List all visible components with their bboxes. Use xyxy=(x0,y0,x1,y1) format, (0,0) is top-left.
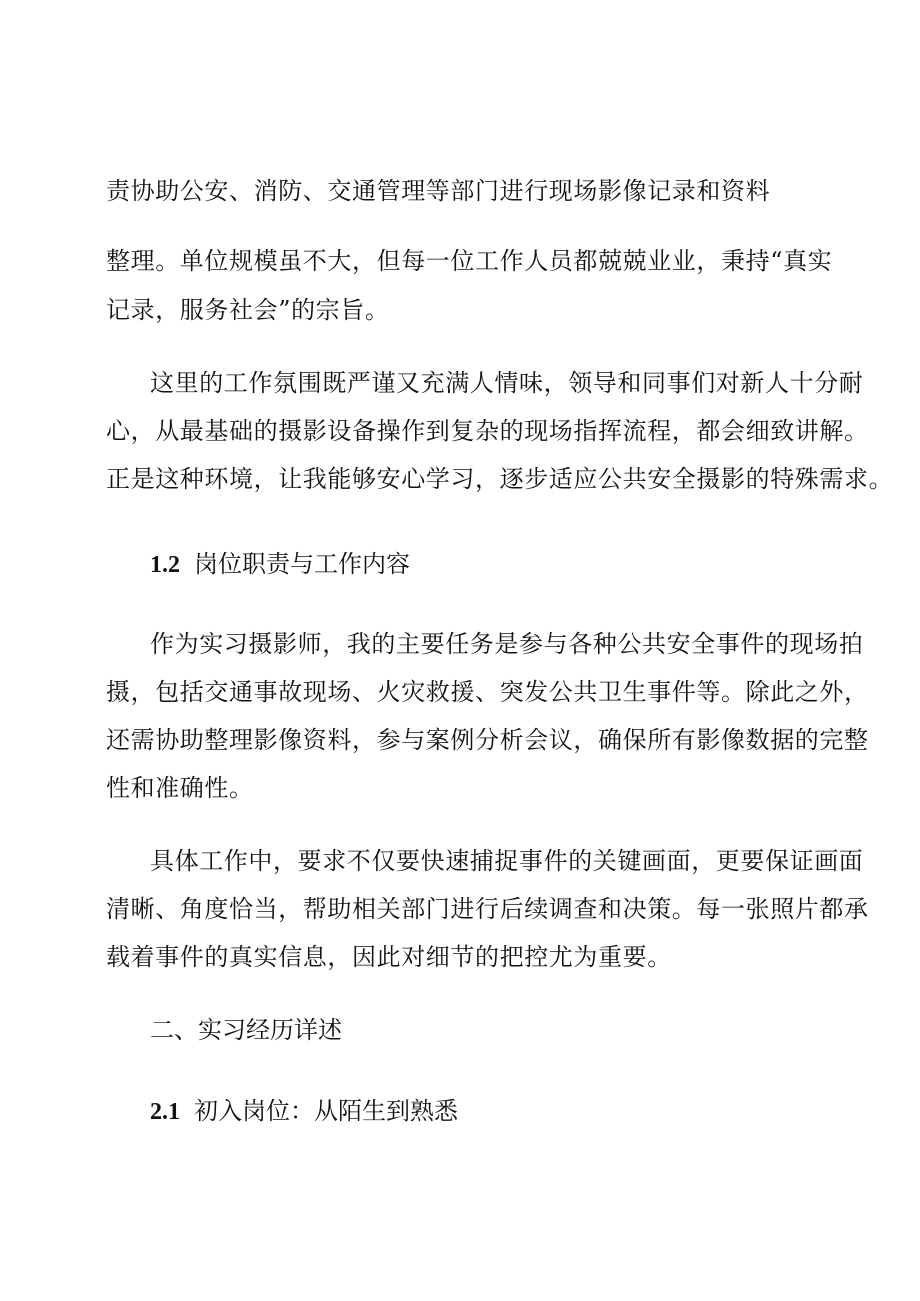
text-line: 责协助公安、消防、交通管理等部门进行现场影像记录和资料 xyxy=(106,177,771,205)
text-line: 心，从最基础的摄影设备操作到复杂的现场指挥流程，都会细致讲解。 xyxy=(106,417,869,445)
section-title: 初入岗位：从陌生到熟悉 xyxy=(194,1097,458,1125)
text-line: 还需协助整理影像资料，参与案例分析会议，确保所有影像数据的完整 xyxy=(106,726,869,754)
text-line: 性和准确性。 xyxy=(106,774,254,802)
section-heading-1-2 xyxy=(150,549,410,580)
text-line: 载着事件的真实信息，因此对细节的把控尤为重要。 xyxy=(106,943,672,971)
text-line: 清晰、角度恰当，帮助相关部门进行后续调查和决策。每一张照片都承 xyxy=(106,895,869,923)
text-line: 记录，服务社会”的宗旨。 xyxy=(106,296,390,324)
section-heading-2-1 xyxy=(150,1096,458,1127)
chapter-heading-2: 二、实习经历详述 xyxy=(150,1016,342,1044)
text-line: 整理。单位规模虽不大，但每一位工作人员都兢兢业业，秉持“真实 xyxy=(106,247,833,275)
text-line: 正是这种环境，让我能够安心学习，逐步适应公共安全摄影的特殊需求。 xyxy=(106,465,894,493)
text-line: 这里的工作氛围既严谨又充满人情味，领导和同事们对新人十分耐 xyxy=(150,369,864,397)
section-number: 2.1 xyxy=(150,1099,180,1125)
section-title: 岗位职责与工作内容 xyxy=(194,550,410,578)
text-line: 具体工作中，要求不仅要快速捕捉事件的关键画面，更要保证画面 xyxy=(150,847,864,875)
text-line: 作为实习摄影师，我的主要任务是参与各种公共安全事件的现场拍 xyxy=(150,630,864,658)
text-line: 摄，包括交通事故现场、火灾救援、突发公共卫生事件等。除此之外， xyxy=(106,678,869,706)
section-number: 1.2 xyxy=(150,552,180,578)
